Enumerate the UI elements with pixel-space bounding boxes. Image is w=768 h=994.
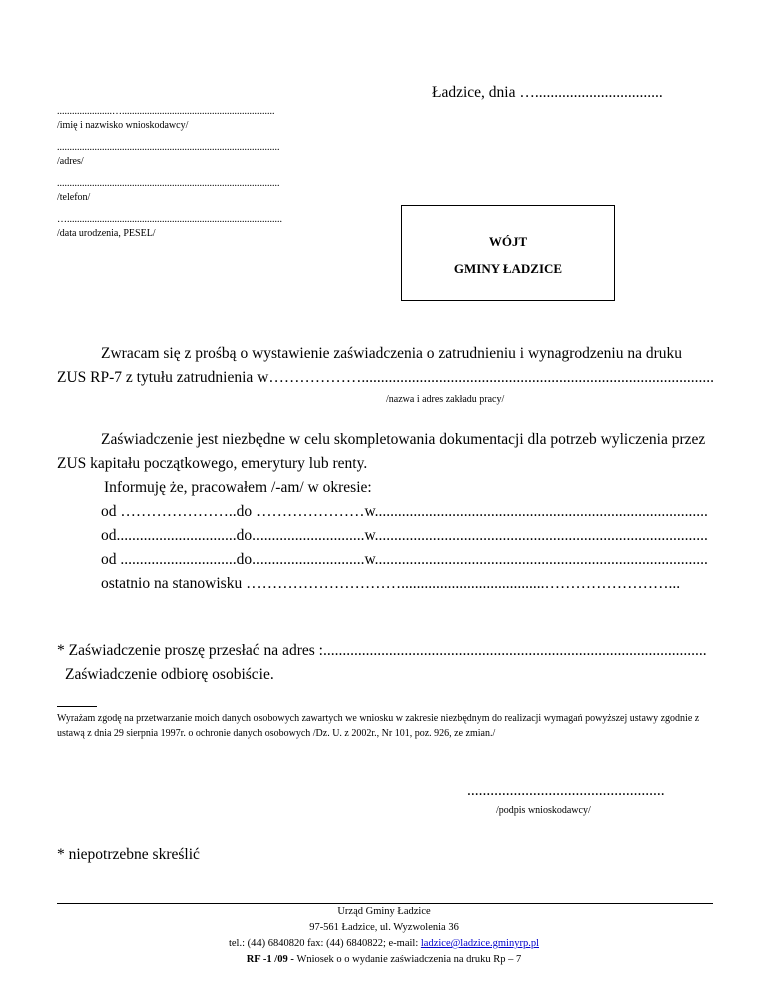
signature-caption: /podpis wnioskodawcy/ (496, 805, 591, 816)
footer-form-code (0, 954, 768, 965)
signature-field[interactable]: ................................................... (467, 782, 665, 799)
footer-contact (0, 938, 768, 949)
birth-pesel-field[interactable]: …...................................................................................... (57, 214, 282, 225)
footnote-divider (57, 706, 97, 707)
footer-email-link[interactable]: ladzice@ladzice.gminyrp.pl (420, 938, 539, 949)
period-3-field[interactable]: od ..............................do.............................w...................................................................................... (101, 551, 708, 568)
name-caption: /imię i nazwisko wnioskodawcy/ (57, 120, 189, 131)
recipient-box (401, 205, 615, 301)
strike-note: * niepotrzebne skreślić (57, 846, 200, 863)
send-by-mail-option[interactable]: * Zaświadczenie proszę przesłać na adres :................................................................................................... (57, 642, 707, 659)
birth-pesel-caption: /data urodzenia, PESEL/ (57, 228, 156, 239)
address-caption: /adres/ (57, 156, 84, 167)
phone-caption: /telefon/ (57, 192, 91, 203)
footer-divider (57, 903, 713, 904)
last-position-field[interactable]: ostatnio na stanowisku ………………………….....................................……………………... (101, 575, 681, 592)
form-title: Wniosek o o wydanie zaświadczenia na druku Rp – 7 (296, 954, 522, 965)
date-field[interactable]: Ładzice, dnia …................................. (432, 84, 663, 101)
form-code: RF -1 /09 - (246, 954, 297, 965)
employment-intro: Informuję że, pracowałem /-am/ w okresie: (104, 479, 372, 496)
footer-address: 97-561 Ładzice, ul. Wyzwolenia 36 (309, 922, 459, 933)
purpose-line-2: ZUS kapitału początkowego, emerytury lub renty. (57, 455, 368, 472)
name-field[interactable]: ......................…............................................................. (57, 106, 275, 117)
footer-phone-fax: tel.: (44) 6840820 fax: (44) 6840822; e-mail: (228, 938, 421, 949)
period-2-field[interactable]: od...............................do.............................w...................................................................................... (101, 527, 708, 544)
phone-field[interactable]: ......................................................................................... (57, 178, 280, 189)
pickup-in-person-option[interactable]: Zaświadczenie odbiorę osobiście. (65, 666, 274, 683)
footer-office-name: Urząd Gminy Ładzice (337, 906, 431, 917)
recipient-title: WÓJT (488, 234, 528, 249)
consent-text: Wyrażam zgodę na przetwarzanie moich danych osobowych zawartych we wniosku w zakresie niezbędnym do realizacji wymagań powyższej ustawy zgodnie z ustawą z dnia 29 sierpnia 1997r. o ochronie danych osobowych /Dz. U. z 2002r., Nr 101, poz. 926, ze zmian./ (57, 713, 700, 739)
purpose-line-1: Zaświadczenie jest niezbędne w celu skompletowania dokumentacji dla potrzeb wyliczenia przez (101, 431, 706, 448)
address-field[interactable]: ......................................................................................... (57, 142, 280, 153)
period-1-field[interactable]: od …………………..do …………………w...................................................................................... (101, 503, 708, 520)
employer-field[interactable]: ZUS RP-7 z tytułu zatrudnienia w………………........................................................................................... (57, 369, 714, 386)
request-line-1: Zwracam się z prośbą o wystawienie zaświadczenia o zatrudnieniu i wynagrodzeniu na druku (101, 345, 683, 362)
recipient-office: GMINY ŁADZICE (453, 261, 563, 276)
employer-caption: /nazwa i adres zakładu pracy/ (386, 394, 505, 405)
